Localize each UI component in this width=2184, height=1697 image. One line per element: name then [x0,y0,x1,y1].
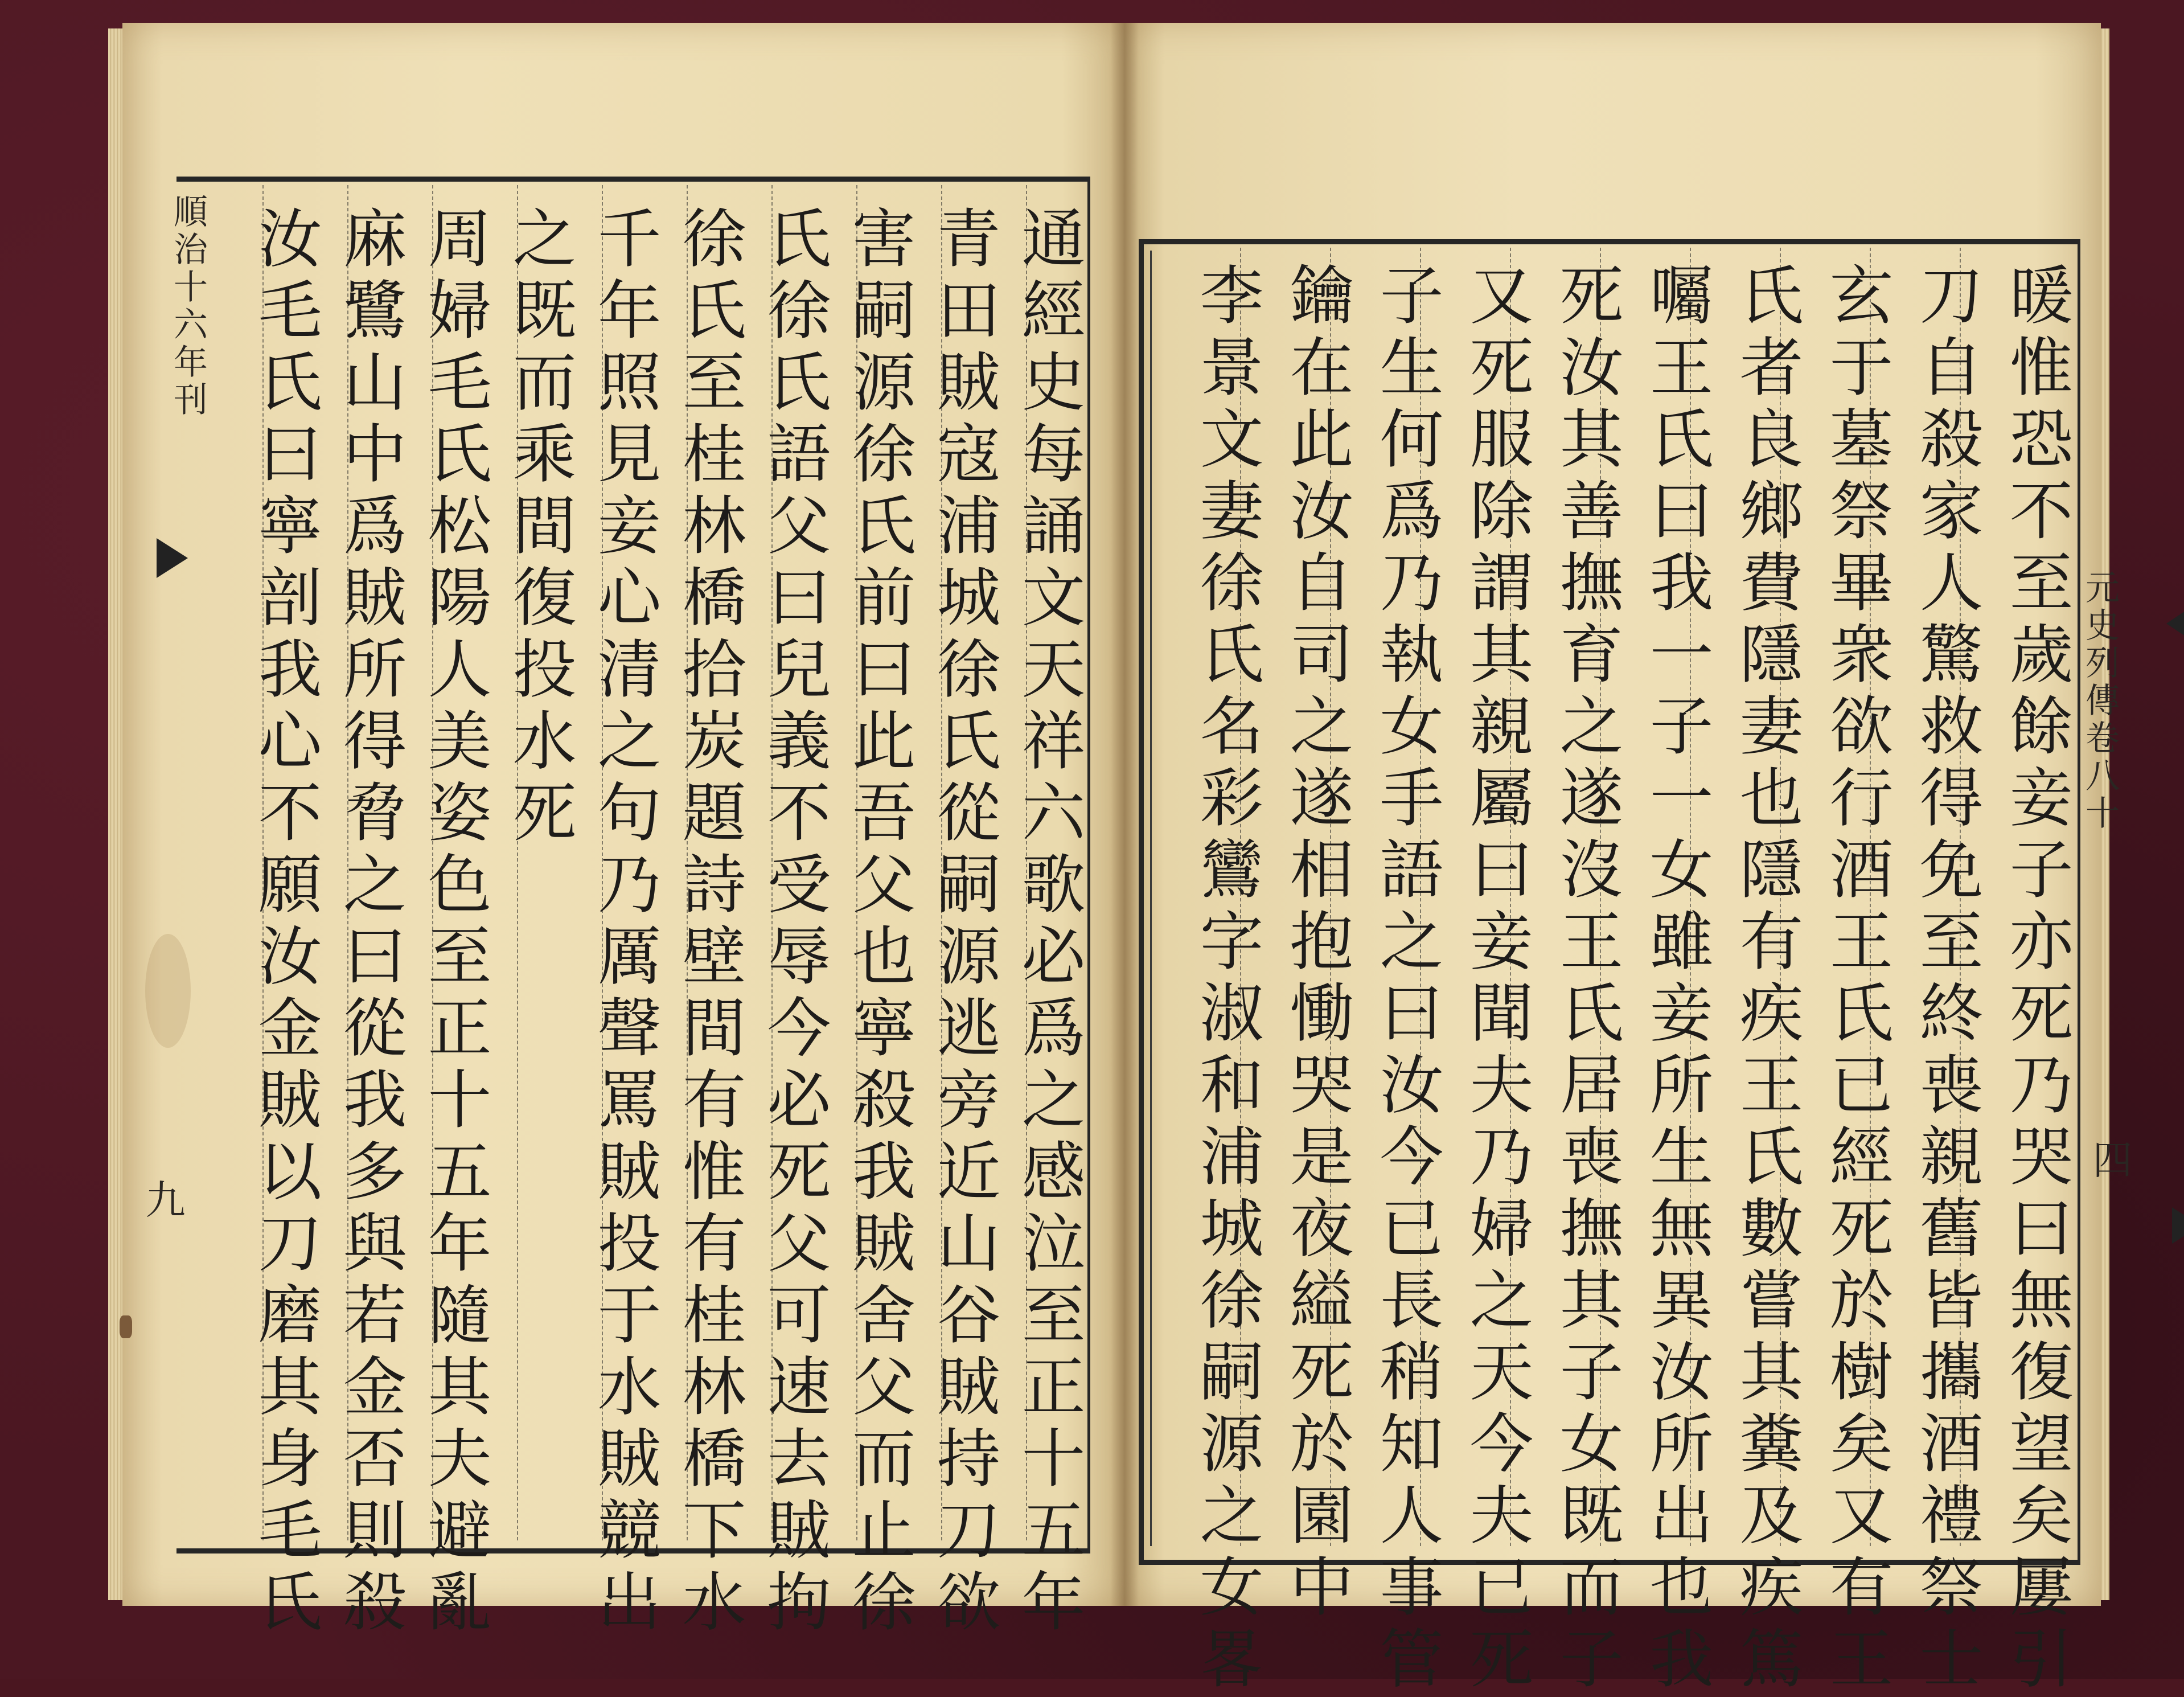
text-column: 玄于墓祭畢衆欲行酒王氏已經死於樹矣又有王 [1819,262,1893,1697]
text-column: 子生何爲乃執女手語之曰汝今已長稍知人事管 [1369,262,1443,1697]
text-column: 暖惟恐不至歲餘妾子亦死乃哭曰無復望矣屢引 [1999,262,2073,1697]
text-column: 死汝其善撫育之遂沒王氏居喪撫其子女既而子 [1549,262,1623,1697]
text-column: 麻鷺山中爲賊所得脅之曰從我多與若金否則殺 [332,205,407,1640]
text-column: 刀自殺家人驚救得免至終喪親舊皆攜酒禮祭士 [1909,262,1983,1697]
fishtail-mark-right-lower [2172,1207,2184,1244]
gutter-shadow [1110,23,1139,1606]
text-column: 李景文妻徐氏名彩鸞字淑和浦城徐嗣源之女畧 [1189,262,1263,1697]
fishtail-mark-right-upper [2166,606,2184,641]
text-column: 青田賊寇浦城徐氏從嗣源逃旁近山谷賊持刀欲 [926,205,1000,1640]
text-column: 囑王氏曰我一子一女雖妾所生無異汝所出也我 [1639,262,1713,1697]
text-column: 汝毛氏曰寧剖我心不願汝金賊以刀磨其身毛氏 [248,205,322,1640]
text-column: 氏者良鄉費隱妻也隱有疾王氏數嘗其糞及疾篤 [1729,262,1803,1697]
text-column: 之既而乘間復投水死 [502,205,576,851]
paper-tear [120,1315,132,1338]
text-column: 周婦毛氏松陽人美姿色至正十五年隨其夫避亂 [417,205,491,1640]
left-folio-number: 九 [139,1179,186,1222]
open-book [122,23,2133,1697]
text-column: 徐氏至桂林橋拾炭題詩壁間有惟有桂林橋下水 [672,205,746,1640]
text-column: 又死服除謂其親屬曰妾聞夫乃婦之天今夫已死 [1459,262,1533,1697]
right-folio-number: 四 [2086,1139,2133,1182]
text-column: 氏徐氏語父曰兒義不受辱今必死父可速去賊拘 [757,205,831,1640]
left-margin-label: 順治十六年刊 [168,194,208,419]
text-column: 害嗣源徐氏前曰此吾父也寧殺我賊舍父而止徐 [841,205,916,1640]
text-column: 千年照見妾心清之句乃厲聲罵賊投于水賊競出 [587,205,661,1640]
text-column: 鑰在此汝自司之遂相抱慟哭是夜縊死於園中 [1279,262,1353,1625]
right-margin-label: 元史列傳卷八十 [2080,569,2120,833]
fishtail-mark-left [157,538,188,578]
text-column: 通經史每誦文天祥六歌必爲之感泣至正十五年 [1011,205,1085,1640]
